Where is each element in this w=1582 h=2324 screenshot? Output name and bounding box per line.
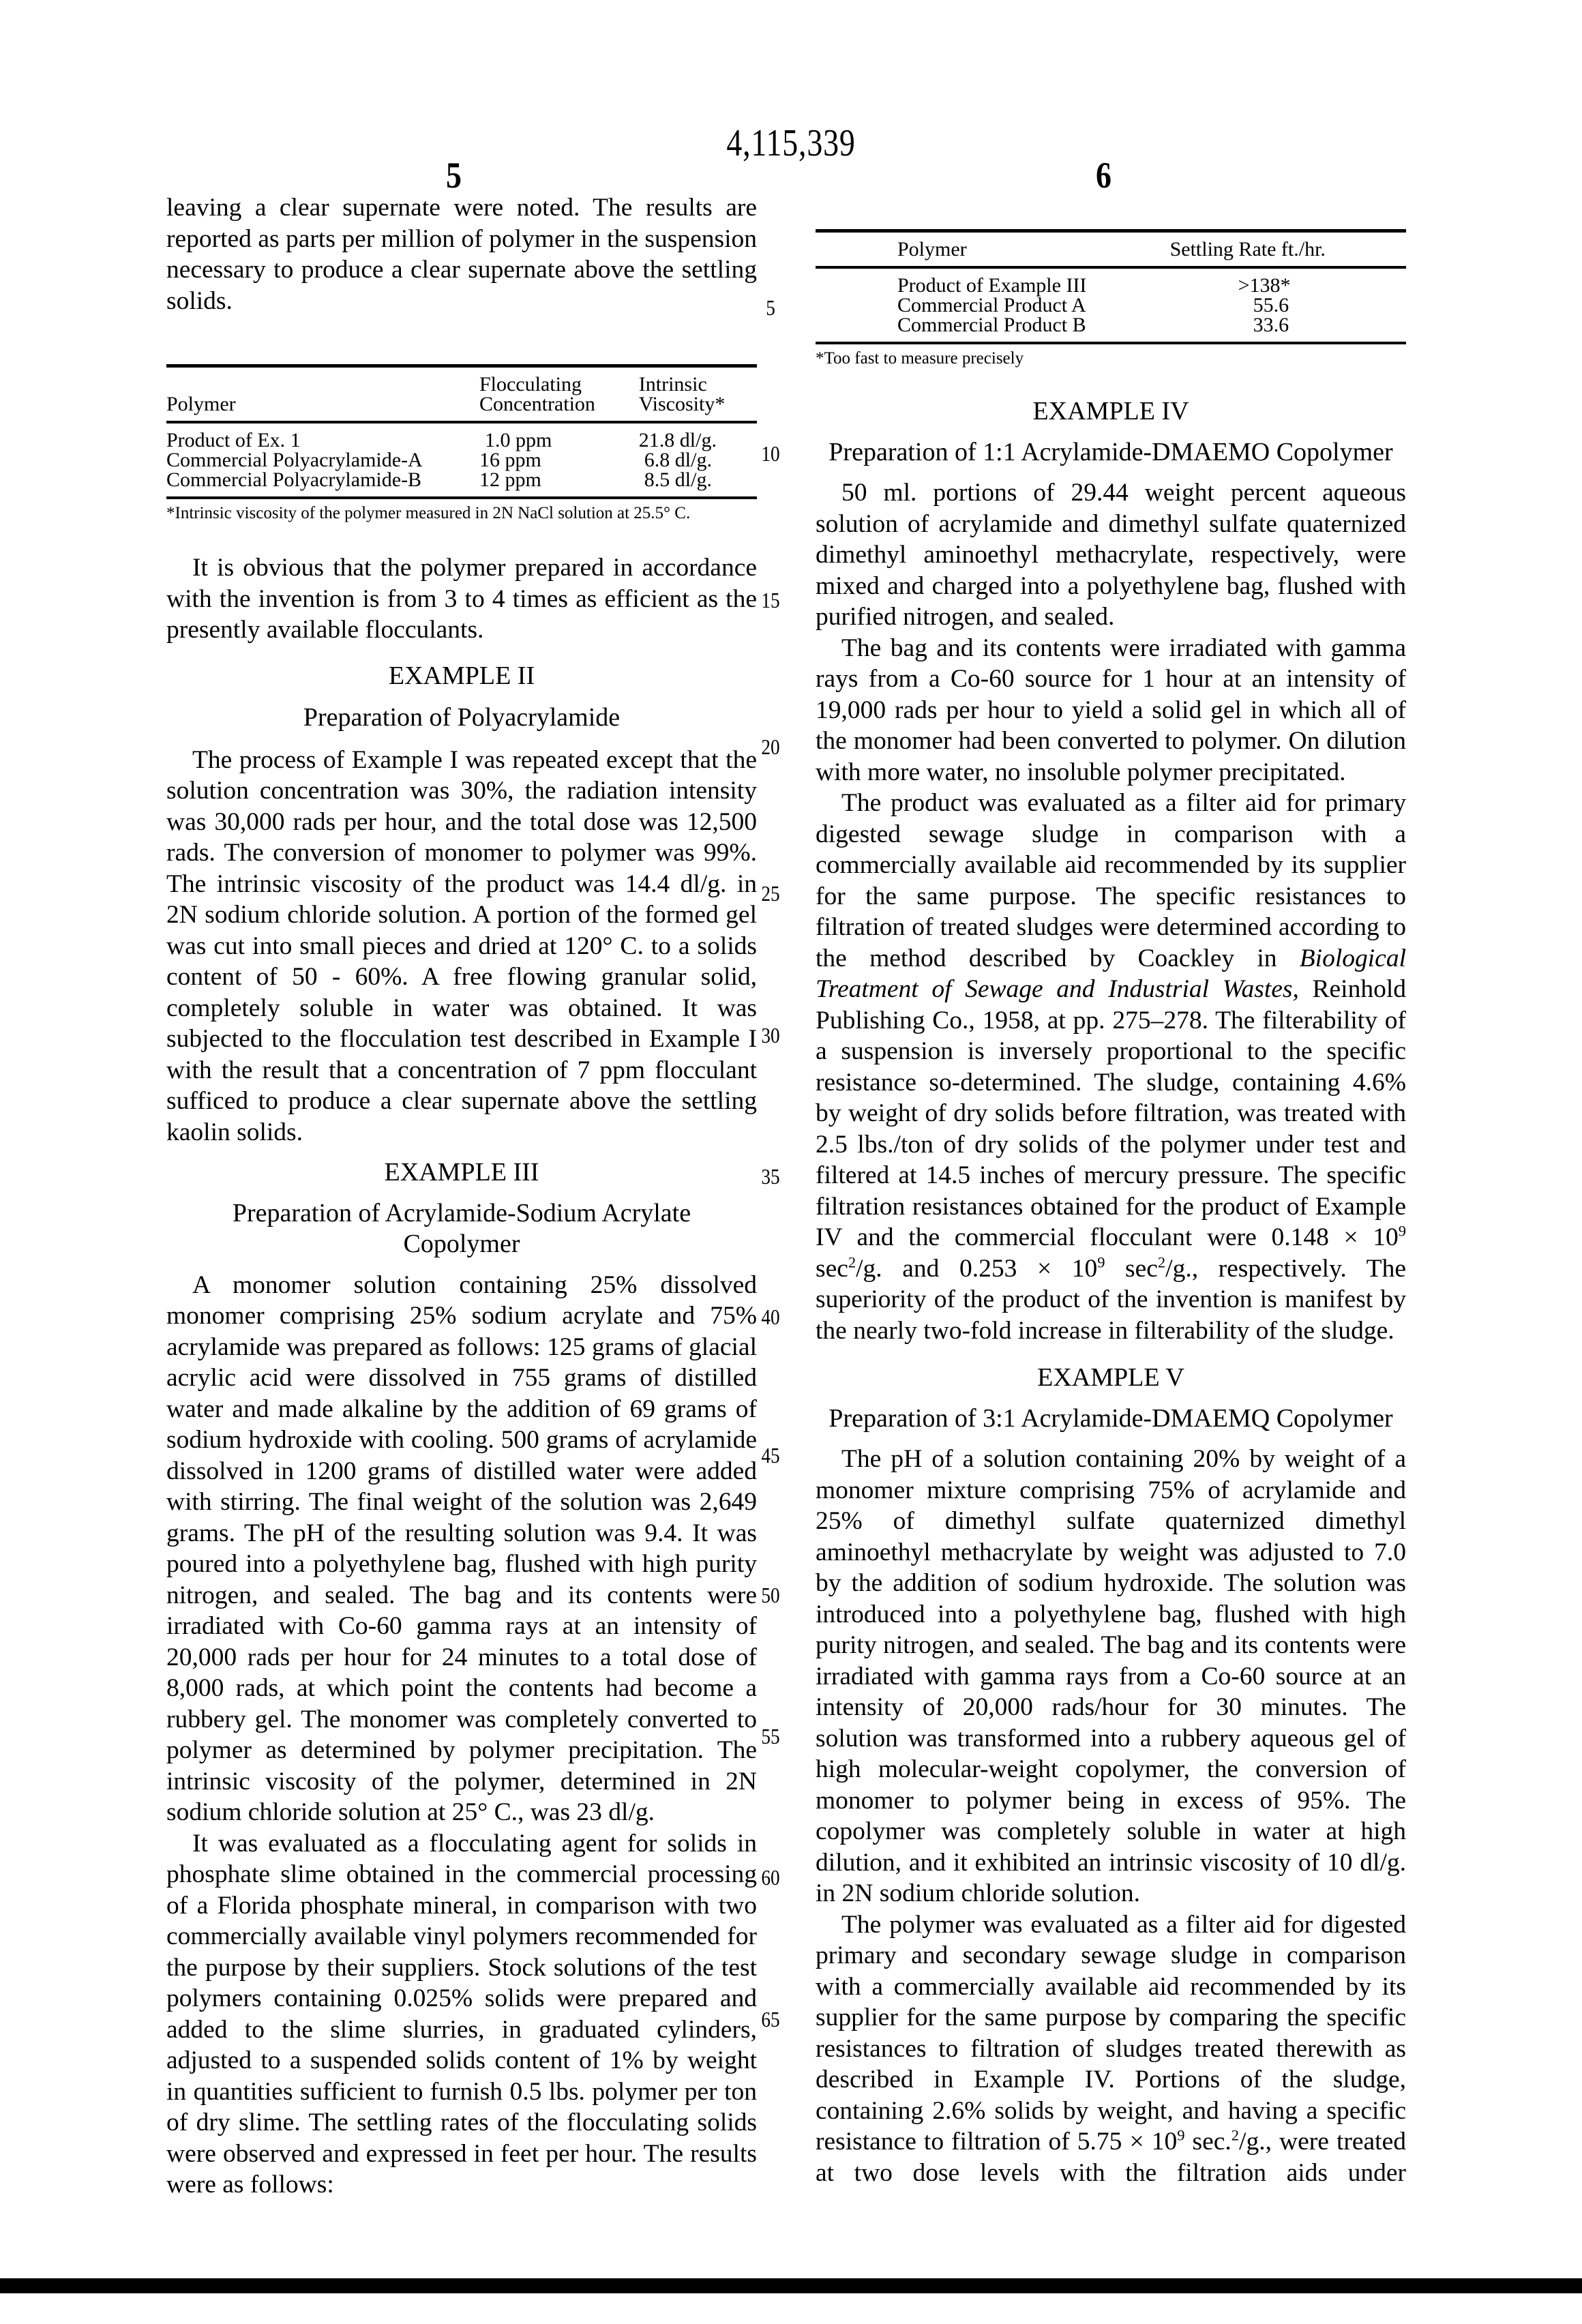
line-number: 60 xyxy=(761,1865,780,1890)
example-paragraph: The process of Example I was repeated except that the solution concentration was 30%, the radiation intensity was 30,000 rads per hour, and the total dose was 12,500 rads. The conversion of monomer to polymer was 99%. The intrinsic viscosity of the product was 14.4 dl/g. in 2N sodium chloride solution. A portion of the formed gel was cut into small pieces and dried at 120° C. to a solids content of 50 - 60%. A free flowing granular solid, completely soluble in water was obtained. It was subjected to the flocculation test described in Example I with the result that a concentration of 7 ppm flocculant sufficed to produce a clear supernate above the settling kaolin solids. xyxy=(166,745,757,1146)
flocculation-table xyxy=(166,364,757,499)
table-header: Intrinsic xyxy=(638,373,707,396)
conclusion-paragraph: It is obvious that the polymer prepared in accordance with the invention is from 3 to 4 times as efficient as the presently available flocculants. xyxy=(166,554,757,644)
settling-rate-table xyxy=(816,229,1406,344)
table-row xyxy=(816,295,1406,315)
example-paragraph: The product was evaluated as a filter aid for primary digested sewage sludge in comparison with a commercially available aid recommended by its supplier for the same purpose. The specific resistances to filtration of treated sludges were determined according to the method described by Coackley in Biological Treatment of Sewage and Industrial Wastes, Reinhold Publishing Co., 1958, at pp. 275–278. The filterability of a suspension is inversely proportional to the specific resistance so-determined. The sludge, containing 4.6% by weight of dry solids before filtration, was treated with 2.5 lbs./ton of dry solids of the polymer under test and filtered at 14.5 inches of mercury pressure. The specific filtration resistances obtained for the product of Example IV and the commercial flocculant were $0.148 \times 10^9$ $\sec^2/g$. and $0.253 \times 10^9$ $\sec^2/g$., respectively. The superiority of the product of the invention is manifest by the nearly two-fold increase in filterability of the sludge. xyxy=(816,789,1406,1345)
example-paragraph: A monomer solution containing 25% dissolved monomer comprising 25% sodium acrylate and 75% acrylamide was prepared as follows: 125 grams of glacial acrylic acid were dissolved in 755 grams of distilled water and made alkaline by the addition of 69 grams of sodium hydroxide with cooling. 500 grams of acrylamide dissolved in 1200 grams of distilled water were added with stirring. The final weight of the solution was 2,649 grams. The pH of the resulting solution was 9.4. It was poured into a polyethylene bag, flushed with high purity nitrogen, and sealed. The bag and its contents were irradiated with Co-60 gamma rays at an intensity of 20,000 rads per hour for 24 minutes to a total dose of 8,000 rads, at which point the contents had become a rubbery gel. The monomer was completely converted to polymer as determined by polymer precipitation. The intrinsic viscosity of the polymer, determined in 2N sodium chloride solution at 25° C., was 23 dl/g. xyxy=(166,1270,757,1826)
example-heading: EXAMPLE III xyxy=(384,1158,539,1187)
table-cell: 12 ppm xyxy=(479,468,541,491)
table-cell: Commercial Product A xyxy=(897,294,1086,316)
table-cell: 55.6 xyxy=(1253,294,1289,316)
table-cell: 1.0 ppm xyxy=(484,429,552,451)
line-number: 15 xyxy=(761,588,780,612)
table-cell: Product of Ex. 1 xyxy=(166,429,301,451)
example-subheading: Preparation of Polyacrylamide xyxy=(303,703,621,732)
example-paragraph: The polymer was evaluated as a filter aid for digested primary and secondary sewage sludge in comparison with a commercially available aid recommended by its supplier for the same purpose by comparing the specific resistances to filtration of sludges treated therewith as described in Example IV. Portions of the sludge, containing 2.6% solids by weight, and having a specific resistance to filtration of $5.75 \times 10^9$ sec.$^2$/g., were treated at two dose levels with the filtration aids under xyxy=(816,1910,1406,2187)
example-heading: EXAMPLE V xyxy=(1037,1363,1184,1392)
table-row xyxy=(816,315,1406,343)
table-header: Concentration xyxy=(479,393,595,415)
table-header: Settling Rate ft./hr. xyxy=(1169,238,1326,260)
table-row xyxy=(166,450,757,470)
line-number: 10 xyxy=(761,441,780,466)
table-cell: 16 ppm xyxy=(479,449,541,471)
table-cell: 8.5 dl/g. xyxy=(644,468,712,491)
intro-paragraph: leaving a clear supernate were noted. The results are reported as parts per million of polymer in the suspension necessary to produce a clear supernate above the settling solids. xyxy=(166,194,757,315)
example-subheading: Preparation of Acrylamide-Sodium Acrylate xyxy=(232,1198,691,1227)
example-subheading: Copolymer xyxy=(403,1230,520,1258)
table-cell: Commercial Product B xyxy=(897,314,1086,336)
table-footnote: *Intrinsic viscosity of the polymer measured in 2N NaCl solution at 25.5° C. xyxy=(166,504,691,522)
table-cell: Commercial Polyacrylamide-B xyxy=(166,468,422,491)
column-number-left: 5 xyxy=(446,155,462,196)
table-cell: Product of Example III xyxy=(897,274,1087,297)
line-number: 55 xyxy=(761,1724,780,1748)
table-cell: Commercial Polyacrylamide-A xyxy=(166,449,423,471)
table-header: Viscosity* xyxy=(638,393,726,415)
table-header xyxy=(166,366,479,395)
example-heading: EXAMPLE II xyxy=(388,661,535,690)
table-row xyxy=(166,470,757,498)
table-cell: 6.8 dl/g. xyxy=(644,449,712,471)
table-row xyxy=(816,267,1406,295)
table-header: Flocculating xyxy=(479,373,582,396)
line-number: 35 xyxy=(761,1164,780,1189)
table-cell: >138* xyxy=(1238,274,1291,297)
patent-number: 4,115,339 xyxy=(726,122,856,164)
table-header: Polymer xyxy=(897,238,967,260)
line-number: 40 xyxy=(761,1305,780,1329)
line-number: 30 xyxy=(761,1023,780,1047)
table-footnote: *Too fast to measure precisely xyxy=(816,349,1024,368)
table-row xyxy=(166,422,757,450)
scan-border-bar xyxy=(0,2278,1582,2293)
example-paragraph: 50 ml. portions of 29.44 weight percent aqueous solution of acrylamide and dimethyl sulfate quaternized dimethyl aminoethyl methacrylate, respectively, were mixed and charged into a polyethylene bag, flushed with purified nitrogen, and sealed. xyxy=(816,479,1406,631)
table-header: Polymer xyxy=(166,393,236,415)
example-subheading: Preparation of 3:1 Acrylamide-DMAEMQ Copolymer xyxy=(829,1403,1393,1433)
example-paragraph: It was evaluated as a flocculating agent for solids in phosphate slime obtained in the commercial processing of a Florida phosphate mineral, in comparison with two commercially available vinyl polymers recommended for the purpose by their suppliers. Stock solutions of the test polymers containing 0.025% solids were prepared and added to the slime slurries, in graduated cylinders, adjusted to a suspended solids content of 1% by weight in quantities sufficient to furnish 0.5 lbs. polymer per ton of dry slime. The settling rates of the flocculating solids were observed and expressed in feet per hour. The results were as follows: xyxy=(166,1829,757,2199)
table-cell: 33.6 xyxy=(1253,314,1289,336)
column-number-right: 6 xyxy=(1096,155,1111,196)
line-number: 45 xyxy=(761,1443,780,1468)
citation-title: Biological Treatment of Sewage and Industrial Wastes, xyxy=(816,944,1406,1003)
example-paragraph: The pH of a solution containing 20% by weight of a monomer mixture comprising 75% of acrylamide and 25% of dimethyl sulfate quaternized dimethyl aminoethyl methacrylate by weight was adjusted to 7.0 by the addition of sodium hydroxide. The solution was introduced into a polyethylene bag, flushed with high purity nitrogen, and sealed. The bag and its contents were irradiated with gamma rays from a Co-60 source at an intensity of 20,000 rads/hour for 30 minutes. The solution was transformed into a rubbery aqueous gel of high molecular-weight copolymer, the conversion of monomer to polymer being in excess of 95%. The copolymer was completely soluble in water at high dilution, and it exhibited an intrinsic viscosity of 10 dl/g. in 2N sodium chloride solution. xyxy=(816,1445,1406,1907)
example-subheading: Preparation of 1:1 Acrylamide-DMAEMO Copolymer xyxy=(829,437,1393,466)
line-number: 20 xyxy=(761,734,780,759)
line-number: 50 xyxy=(761,1583,780,1607)
right-column xyxy=(816,192,1406,2188)
line-number: 25 xyxy=(761,881,780,906)
line-number: 65 xyxy=(761,2007,780,2031)
table-cell: 21.8 dl/g. xyxy=(638,429,717,451)
example-paragraph: The bag and its contents were irradiated with gamma rays from a Co-60 source for 1 hour at an intensity of 19,000 rads per hour to yield a solid gel in which all of the monomer had been converted to polymer. On dilution with more water, no insoluble polymer precipitated. xyxy=(816,634,1406,786)
line-number: 5 xyxy=(766,295,775,320)
left-column xyxy=(166,192,757,2201)
example-heading: EXAMPLE IV xyxy=(1032,397,1189,426)
